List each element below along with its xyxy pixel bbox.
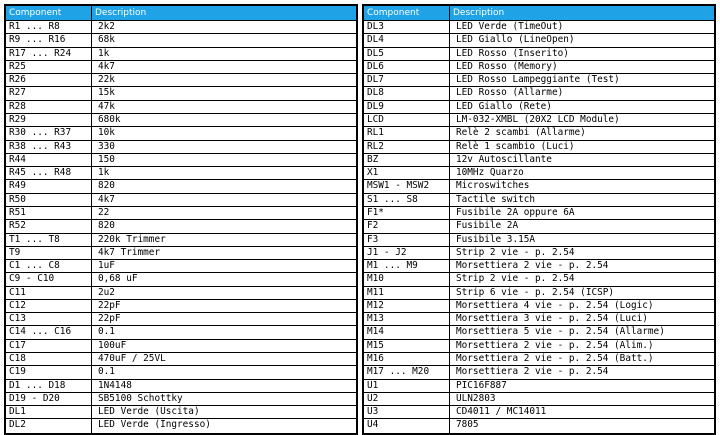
header-component: Component [6,6,92,20]
table-row [6,393,356,406]
description-cell: LED Rosso (Allarme) [456,87,564,99]
description-cell: Morsettiera 2 vie - p. 2.54 (Batt.) [456,353,654,365]
component-cell: MSW1 - MSW2 [364,180,450,192]
component-cell: R45 ... R48 [6,167,92,179]
component-cell: M11 [364,287,450,299]
table-row [364,34,714,47]
description-cell: CD4011 / MC14011 [456,406,547,418]
table-row [364,247,714,260]
component-cell: R9 ... R16 [6,34,92,46]
description-cell: LED Giallo (LineOpen) [456,34,575,46]
table-row [364,127,714,140]
table-row [6,141,356,154]
component-cell: RL2 [364,141,450,153]
table-row [364,220,714,233]
component-cell: X1 [364,167,450,179]
table-row [6,87,356,100]
table-row [364,21,714,34]
description-cell: Morsettiera 4 vie - p. 2.54 (Logic) [456,299,654,311]
component-cell: DL6 [364,61,450,73]
table-row [364,154,714,167]
table-row [364,353,714,366]
component-cell: M17 ... M20 [364,366,450,378]
table-row [6,340,356,353]
description-cell: 2u2 [98,286,115,298]
component-cell: R38 ... R43 [6,141,92,153]
table-body [6,21,356,433]
description-cell: Morsettiera 2 vie - p. 2.54 [456,366,609,378]
description-cell: LED Verde (Uscita) [98,406,200,418]
table-row [364,419,714,432]
table-row [364,340,714,353]
table-row [6,247,356,260]
description-cell: Strip 2 vie - p. 2.54 [456,246,575,258]
description-cell: 820 [98,220,115,232]
description-cell: SB5100 Schottky [98,392,183,404]
component-cell: C17 [6,340,92,352]
description-cell: Tactile switch [456,193,536,205]
table-row [6,220,356,233]
component-cell: M10 [364,273,450,285]
table-row [364,313,714,326]
table-row [6,326,356,339]
description-cell: 10k [98,127,115,139]
component-cell: R49 [6,180,92,192]
table-row [364,48,714,61]
component-cell: J1 - J2 [364,247,450,259]
table-row [6,180,356,193]
description-cell: 0.1 [98,366,115,378]
table-row [6,21,356,34]
description-cell: 150 [98,153,115,165]
component-cell: T9 [6,247,92,259]
table-row [6,101,356,114]
table-row [6,273,356,286]
table-row [364,287,714,300]
component-cell: M15 [364,340,450,352]
component-cell: C18 [6,353,92,365]
component-cell: U2 [364,393,450,405]
table-row [364,366,714,379]
description-cell: Morsettiera 2 vie - p. 2.54 [456,260,609,272]
table-row [6,154,356,167]
component-cell: R28 [6,101,92,113]
description-cell: 100uF [98,339,127,351]
header-description: Description [453,8,505,18]
component-cell: M13 [364,313,450,325]
table-row [6,419,356,432]
table-row [364,61,714,74]
table-row [364,87,714,100]
description-cell: Relè 1 scambio (Luci) [456,140,575,152]
description-cell: Strip 2 vie - p. 2.54 [456,273,575,285]
component-cell: DL3 [364,21,450,33]
description-cell: 22pF [98,299,121,311]
table-row [364,273,714,286]
table-row [364,74,714,87]
description-cell: 22 [98,206,110,218]
description-cell: 47k [98,100,115,112]
description-cell: 1k [98,47,110,59]
component-cell: C14 ... C16 [6,326,92,338]
component-cell: C1 ... C8 [6,260,92,272]
component-cell: C9 - C10 [6,273,92,285]
table-row [6,353,356,366]
table-row [6,61,356,74]
description-cell: 2k2 [98,21,115,32]
description-cell: 68k [98,34,115,46]
description-cell: 4k7 Trimmer [98,246,161,258]
component-cell: LCD [364,114,450,126]
table-row [6,300,356,313]
component-cell: C12 [6,300,92,312]
components-table-right [362,4,716,435]
component-cell: R17 ... R24 [6,48,92,60]
description-cell: 0,68 uF [98,273,138,285]
description-cell: PIC16F887 [456,379,507,391]
table-row [6,114,356,127]
component-cell: R30 ... R37 [6,127,92,139]
component-cell: R29 [6,114,92,126]
component-cell: M16 [364,353,450,365]
description-cell: 4k7 [98,60,115,72]
component-cell: DL1 [6,406,92,418]
component-cell: R1 ... R8 [6,21,92,33]
description-cell: LM-032-XMBL (20X2 LCD Module) [456,113,620,125]
component-cell: DL4 [364,34,450,46]
component-cell: M1 ... M9 [364,260,450,272]
component-cell: DL2 [6,419,92,432]
description-cell: 220k Trimmer [98,233,166,245]
component-cell: RL1 [364,127,450,139]
table-row [6,234,356,247]
component-cell: DL7 [364,74,450,86]
description-cell: Fusibile 3.15A [456,233,536,245]
description-cell: 1N4148 [98,379,132,391]
component-cell: R52 [6,220,92,232]
description-cell: LED Verde (TimeOut) [456,21,564,32]
component-cell: R51 [6,207,92,219]
description-cell: LED Verde (Ingresso) [98,419,211,431]
table-row [364,141,714,154]
component-cell: C19 [6,366,92,378]
table-row [364,260,714,273]
component-cell: M14 [364,326,450,338]
description-cell: 0.1 [98,326,115,338]
header-description: Description [95,8,147,18]
description-cell: Morsettiera 5 vie - p. 2.54 (Allarme) [456,326,665,338]
description-cell: 820 [98,180,115,192]
table-row [364,180,714,193]
description-cell: 4k7 [98,193,115,205]
table-row [364,300,714,313]
description-cell: LED Rosso Lampeggiante (Test) [456,74,620,86]
description-cell: 1uF [98,260,115,272]
description-cell: 10MHz Quarzo [456,167,524,179]
description-cell: 330 [98,140,115,152]
description-cell: Morsettiera 3 vie - p. 2.54 (Luci) [456,313,648,325]
table-row [6,194,356,207]
table-row [6,34,356,47]
description-cell: 7805 [456,419,479,431]
component-cell: M12 [364,300,450,312]
component-cell: U3 [364,406,450,418]
component-cell: D1 ... D18 [6,380,92,392]
description-cell: ULN2803 [456,392,496,404]
table-row [6,48,356,61]
table-row [364,393,714,406]
component-cell: D19 - D20 [6,393,92,405]
description-cell: LED Giallo (Rete) [456,100,552,112]
table-row [6,366,356,379]
table-row [6,167,356,180]
table-row [6,207,356,220]
table-row [364,101,714,114]
table-row [6,313,356,326]
table-row [6,74,356,87]
component-cell: U1 [364,380,450,392]
component-cell: S1 ... S8 [364,194,450,206]
component-cell: DL9 [364,101,450,113]
component-cell: T1 ... T8 [6,234,92,246]
description-cell: LED Rosso (Memory) [456,60,558,72]
table-row [6,406,356,419]
component-cell: C13 [6,313,92,325]
component-cell: R26 [6,74,92,86]
table-row [6,287,356,300]
component-cell: F2 [364,220,450,232]
description-cell: Fusibile 2A [456,220,519,232]
table-header [6,6,356,21]
description-cell: Microswitches [456,180,530,192]
component-cell: R44 [6,154,92,166]
table-row [6,260,356,273]
description-cell: 22pF [98,313,121,325]
table-row [364,167,714,180]
component-cell: BZ [364,154,450,166]
component-cell: U4 [364,419,450,432]
table-row [364,406,714,419]
description-cell: LED Rosso (Inserito) [456,47,569,59]
component-cell: C11 [6,287,92,299]
component-cell: F1* [364,207,450,219]
table-row [6,127,356,140]
component-cell: R50 [6,194,92,206]
description-cell: 680k [98,113,121,125]
components-table-left [4,4,358,435]
component-cell: R27 [6,87,92,99]
table-row [364,380,714,393]
table-row [6,380,356,393]
table-header [364,6,714,21]
component-cell: DL8 [364,87,450,99]
table-body [364,21,714,433]
table-row [364,207,714,220]
description-cell: 15k [98,87,115,99]
description-cell: 12v Autoscillante [456,153,552,165]
description-cell: 22k [98,74,115,86]
description-cell: 1k [98,167,110,179]
component-cell: DL5 [364,48,450,60]
table-row [364,194,714,207]
description-cell: Relè 2 scambi (Allarme) [456,127,586,139]
table-row [364,234,714,247]
description-cell: 470uF / 25VL [98,353,166,365]
component-cell: R25 [6,61,92,73]
description-cell: Morsettiera 2 vie - p. 2.54 (Alim.) [456,339,654,351]
table-row [364,114,714,127]
description-cell: Strip 6 vie - p. 2.54 (ICSP) [456,286,615,298]
header-component: Component [364,6,450,20]
table-row [364,326,714,339]
component-cell: F3 [364,234,450,246]
description-cell: Fusibile 2A oppure 6A [456,206,575,218]
